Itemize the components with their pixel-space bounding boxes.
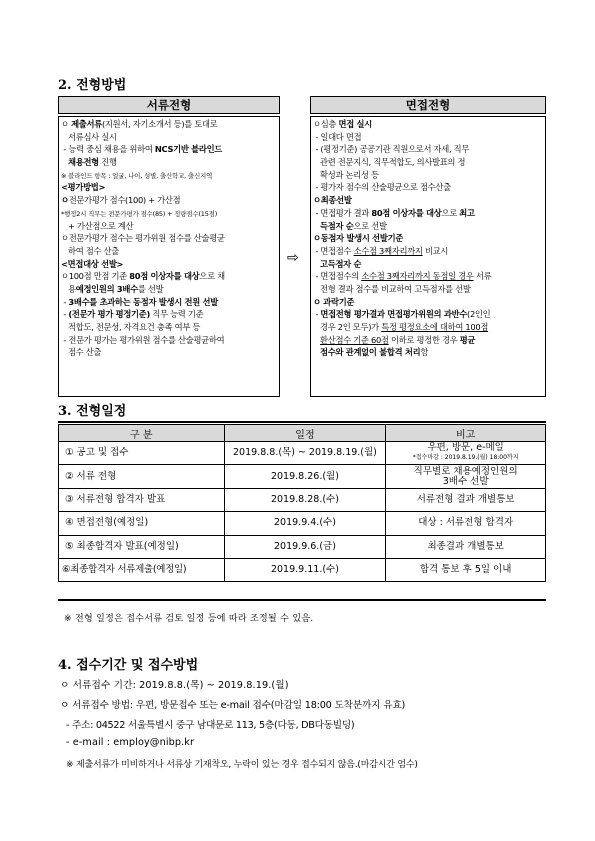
interview-line: 경우 2인 모두)가 특정 평정요소에 대하여 100점 xyxy=(313,322,489,332)
schedule-footnote: ※ 전형 일정은 접수서류 검토 일정 등에 따라 조정될 수 있음. xyxy=(64,614,314,624)
row-date: 2019.8.26.(월) xyxy=(224,465,386,488)
doc-screening-header: 서류전형 xyxy=(58,96,280,114)
row-note: 최종결과 개별통보 xyxy=(386,535,546,558)
interview-line: 관련 전문지식, 직무적합도, 의사발표의 정 xyxy=(313,157,466,168)
doc-screening-line: <평가방법> xyxy=(61,182,106,193)
interview-line: 환산점수 기준 60점 이하로 평정한 경우 평균 xyxy=(320,334,476,345)
row-date: 2019.8.28.(수) xyxy=(224,488,386,511)
header-category: 구 분 xyxy=(59,425,225,442)
table-row xyxy=(59,488,546,511)
receipt-period: ㅇ 서류접수 기간: 2019.8.8.(목) ~ 2019.8.19.(월) xyxy=(60,680,289,691)
doc-screening-line: 하여 점수 산출 xyxy=(61,245,119,256)
doc-screening-line: ※ 블라인드 항목 : 얼굴, 나이, 성별, 출신학교, 출신지역 xyxy=(61,171,213,180)
schedule-table xyxy=(58,424,546,582)
table-top-rule xyxy=(58,421,546,423)
doc-screening-line: *행정2시 직무는 전문가평가 점수(85) + 정량점수(15점) xyxy=(61,209,218,218)
row-date: 2019.9.6.(금) xyxy=(224,535,386,558)
doc-screening-line: - (전문가 평가 평정기준) 직무 능력 기준 xyxy=(61,309,204,320)
interview-line: 전형 결과 점수를 비교하여 고득점자를 선발 xyxy=(313,283,471,294)
row-note: 합격 통보 후 5일 이내 xyxy=(386,558,546,581)
doc-screening-line: ㅇ전문가평가 점수(100) + 가산점 xyxy=(61,195,181,206)
interview-line: ㅇ심층 면접 실시 xyxy=(313,119,372,129)
interview-line: - 평가자 점수의 산술평균으로 점수산출 xyxy=(313,182,451,193)
row-step: ③ 서류전형 합격자 발표 xyxy=(59,488,225,511)
right-arrow-icon: ⇨ xyxy=(287,250,299,266)
row-note-main: 우편, 방문, e-메일 xyxy=(427,442,504,454)
interview-content xyxy=(313,118,543,359)
row-note-sub: *접수마감 : 2019.8.19.(월) 18:00까지 xyxy=(412,454,519,462)
interview-line: 득점자 순으로 선발 xyxy=(320,220,387,231)
doc-screening-line: - 전문가 평가는 평가위원 점수를 산술평균하여 xyxy=(61,334,225,345)
doc-screening-line: 점수 산출 xyxy=(61,347,102,358)
email: - e-mail : employ@nibp.kr xyxy=(66,737,195,748)
doc-screening-content xyxy=(61,118,277,359)
receipt-method: ㅇ 서류접수 방법: 우편, 방문접수 또는 e-mail 접수(마감일 18:00 도착분까지 유효) xyxy=(60,700,406,711)
row-note-main: 직무별로 채용예정인원의 xyxy=(413,465,518,477)
interview-line: 점수와 관계없이 불합격 처리함 xyxy=(320,347,429,358)
address: - 주소: 04522 서울특별시 중구 남대문로 113, 5층(다동, DB다동빌딩) xyxy=(66,720,355,731)
row-step: ④ 면접전형(예정일) xyxy=(59,512,225,535)
doc-screening-line: ㅇ 제출서류(지원서, 자기소개서 등)를 토대로 xyxy=(61,119,218,129)
table-row xyxy=(59,558,546,581)
doc-screening-line: ㅇ100점 만점 기준 80점 이상자를 대상으로 채 xyxy=(61,271,225,282)
doc-screening-line: 채용전형 진행 xyxy=(68,157,117,168)
row-note xyxy=(386,465,546,488)
row-note: 서류전형 결과 개별통보 xyxy=(386,488,546,511)
interview-line: ㅇ동점자 발생시 선발기준 xyxy=(313,233,404,244)
header-remarks: 비고 xyxy=(386,425,546,442)
row-step: ② 서류 전형 xyxy=(59,465,225,488)
row-note xyxy=(386,442,546,465)
row-step: ① 공고 및 접수 xyxy=(59,442,225,465)
row-date: 2019.9.11.(수) xyxy=(224,558,386,581)
interview-line: 확성과 논리성 등 xyxy=(313,169,379,180)
row-step: ⑤ 최종합격자 발표(예정일) xyxy=(59,535,225,558)
header-schedule: 일정 xyxy=(224,425,386,442)
interview-line: - 면접평가 결과 80점 이상자를 대상으로 최고 xyxy=(313,207,475,218)
table-row xyxy=(59,535,546,558)
table-row xyxy=(59,442,546,465)
interview-line: - (평정기준) 공공기관 직원으로서 자세, 직무 xyxy=(313,144,470,155)
submission-warning: ※ 제출서류가 미비하거나 서류상 기재착오, 누락이 있는 경우 접수되지 않음.(마감시간 엄수) xyxy=(66,760,418,770)
section-2-title: 2. 전형방법 xyxy=(58,78,127,93)
table-bottom-rule xyxy=(58,599,546,601)
doc-screening-line: 적합도, 전문성, 자격요건 충족 여부 등 xyxy=(61,322,201,332)
doc-screening-line: <면접대상 선발> xyxy=(61,258,124,269)
interview-line: ㅇ 과락기준 xyxy=(313,296,355,307)
doc-screening-line: 서류심사 실시 xyxy=(61,131,117,142)
table-row xyxy=(59,465,546,488)
doc-screening-line: + 가산점으로 계산 xyxy=(61,220,134,231)
row-note-sub: 3배수 선발 xyxy=(442,475,489,487)
section-4-title: 4. 접수기간 및 접수방법 xyxy=(58,658,199,673)
interview-line: - 면접전형 평가결과 면접평가위원의 과반수(2인인 xyxy=(313,309,491,320)
interview-header: 면접전형 xyxy=(310,96,546,114)
section-3-title: 3. 전형일정 xyxy=(58,404,127,419)
interview-line: - 면접점수 소수점 3째자리까지 비교시 xyxy=(313,245,449,256)
row-note: 대상 : 서류전형 합격자 xyxy=(386,512,546,535)
doc-screening-line: - 3배수를 초과하는 동점자 발생시 전원 선발 xyxy=(61,296,218,307)
table-row xyxy=(59,512,546,535)
table-header-row xyxy=(59,425,546,442)
row-date: 2019.8.8.(목) ~ 2019.8.19.(월) xyxy=(224,442,386,465)
doc-screening-line: - 능력 중심 채용을 위하여 NCS기반 블라인드 xyxy=(61,144,223,155)
interview-line: 고득점자 순 xyxy=(320,258,362,269)
row-date: 2019.9.4.(수) xyxy=(224,512,386,535)
doc-screening-line: 용예정인원의 3배수를 선발 xyxy=(61,283,164,294)
row-step: ⑥최종합격자 서류제출(예정일) xyxy=(59,558,225,581)
interview-line: - 면접점수의 소수점 3째자리까지 동점일 경우 서류 xyxy=(313,271,492,282)
interview-line: ㅇ최종선발 xyxy=(313,195,352,206)
doc-screening-line: ㅇ전문가평가 점수는 평가위원 점수를 산술평균 xyxy=(61,233,225,244)
interview-line: - 일대다 면접 xyxy=(313,131,362,142)
